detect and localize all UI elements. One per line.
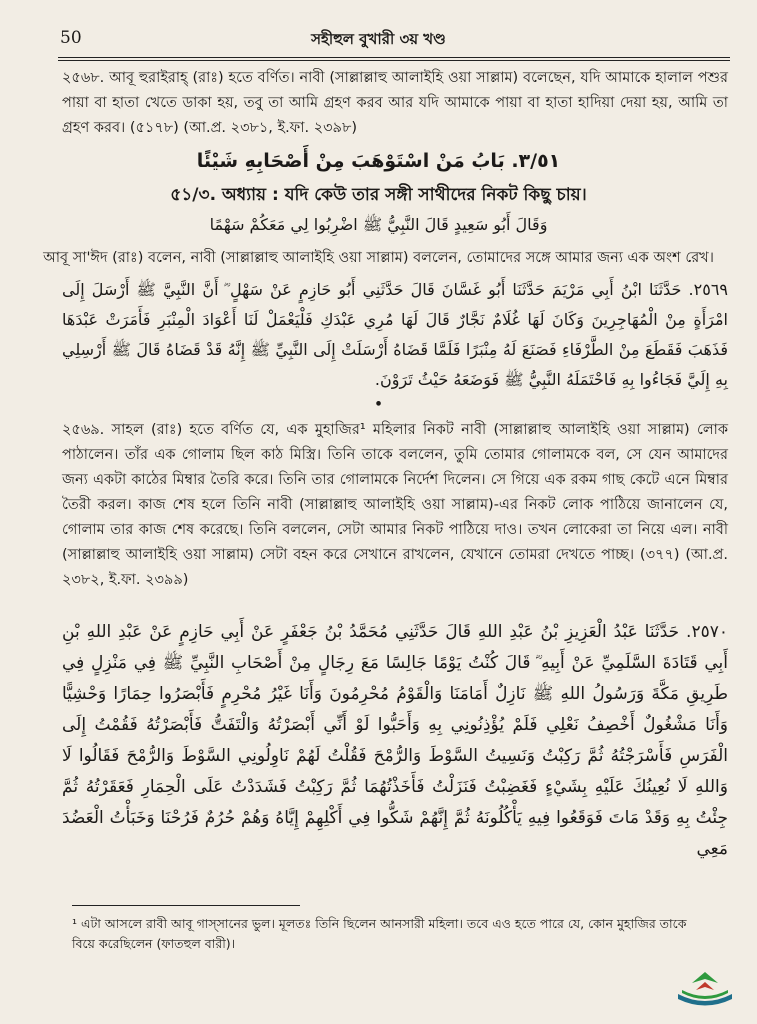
footnote: ¹ এটা আসলে রাবী আবূ গাস্সানের ভুল। মূলতঃ তিনি ছিলেন আনসারী মহিলা। তবে এও হতে পারে যে, কোন মুহাজির তাকে বিয়ে করেছিলেন (ফাতহুল বারী)। xyxy=(72,916,687,951)
hadith-2568-text: ২৫৬৮. আবূ হুরাইরাহ্ (রাঃ) হতে বর্ণিত। নাবী (সাল্লাল্লাহু আলাইহি ওয়া সাল্লাম) বলেছেন, যদি আমাকে হালাল পশুর পায়া বা হাতা খেতে ডাকা হয়, তবু তা আমি গ্রহণ করব আর যদি আমাকে পায়া বা হাতা হাদিয়া দেয়া হয়, আমি তা গ্রহণ করব। (৫১৭৮) (আ.প্র. ২৩৮১, ই.ফা. ২৩৯৮) xyxy=(62,70,728,136)
hadith-2569-arabic: ٢٥٦٩. حَدَّثَنَا ابْنُ أَبِي مَرْيَمَ حَدَّثَنَا أَبُو غَسَّانَ قَالَ حَدَّثَنِي أَبُو حَازِمٍ عَنْ سَهْلٍ ؓ أَنَّ النَّبِيَّ ﷺ أَرْسَلَ إِلَى امْرَأَةٍ مِنْ الْمُهَاجِرِينَ وَكَانَ لَهَا غُلَامٌ نَجَّارٌ قَالَ لَهَا مُرِي عَبْدَكِ فَلْيَعْمَلْ لَنَا أَعْوَادَ الْمِنْبَرِ فَأَمَرَتْ عَبْدَهَا فَذَهَبَ فَقَطَعَ مِنْ الطَّرْفَاءِ فَصَنَعَ لَهُ مِنْبَرًا فَلَمَّا قَضَاهُ أَرْسَلَتْ إِلَى النَّبِيِّ ﷺ إِنَّهُ قَدْ قَضَاهُ قَالَ ﷺ أَرْسِلِي بِهِ إِلَيَّ فَجَاءُوا بِهِ فَاحْتَمَلَهُ النَّبِيُّ ﷺ فَوَضَعَهُ حَيْثُ تَرَوْنَ. xyxy=(62,280,728,389)
running-header: সহীহুল বুখারী ৩য় খণ্ড xyxy=(311,30,446,48)
chapter-arabic-title: ٣/٥١. بَابُ مَنْ اسْتَوْهَبَ مِنْ أَصْحَابِهِ شَيْئًا xyxy=(196,150,561,172)
hadith-2569-bengali: ২৫৬৯. সাহল (রাঃ) হতে বর্ণিত যে, এক মুহাজির¹ মহিলার নিকট নাবী (সাল্লাল্লাহু আলাইহি ওয়া সাল্লাম) লোক পাঠালেন। তাঁর এক গোলাম ছিল কাঠ মিস্ত্রি। তিনি তাকে বললেন, তুমি তোমার গোলামকে বল, সে যেন আমাদের জন্য একটা কাঠের মিম্বার তৈরি করে। তিনি তার গোলামকে নির্দেশ দিলেন। সে গিয়ে এক রকম গাছ কেটে এনে মিম্বার তৈরী করল। কাজ শেষ হলে তিনি নাবী (সাল্লাল্লাহু আলাইহি ওয়া সাল্লাম)-এর নিকট লোক পাঠিয়ে জানালেন যে, গোলাম তার কাজ শেষ করেছে। তিনি বললেন, সেটা আমার নিকট পাঠিয়ে দাও। তখন লোকেরা তা নিয়ে এল। নাবী (সাল্লাল্লাহু আলাইহি ওয়া সাল্লাম) সেটা বহন করে সেখানে রাখলেন, যেখানে তোমরা দেখতে পাচ্ছ। (৩৭৭) (আ.প্র. ২৩৮২, ই.ফা. ২৩৯৯) xyxy=(62,422,728,588)
page-number: 50 xyxy=(60,28,82,48)
chapter-arabic-quote: وَقَالَ أَبُو سَعِيدٍ قَالَ النَّبِيُّ ﷺ اضْرِبُوا لِي مَعَكُمْ سَهْمًا xyxy=(209,215,548,234)
section-marker: • xyxy=(374,397,383,412)
header-rule-thin xyxy=(58,60,730,61)
chapter-bengali-title: ৫১/৩. অধ্যায় : যদি কেউ তার সঙ্গী সাথীদের নিকট কিছু চায়। xyxy=(170,185,587,205)
publisher-logo-icon xyxy=(674,968,736,1012)
hadith-2570-arabic: ٢٥٧٠. حَدَّثَنَا عَبْدُ الْعَزِيزِ بْنُ عَبْدِ اللهِ قَالَ حَدَّثَنِي مُحَمَّدُ بْنُ جَعْفَرٍ عَنْ أَبِي حَازِمٍ عَنْ عَبْدِ اللهِ بْنِ أَبِي قَتَادَةَ السَّلَمِيِّ عَنْ أَبِيهِ ؓ قَالَ كُنْتُ يَوْمًا جَالِسًا مَعَ رِجَالٍ مِنْ أَصْحَابِ النَّبِيِّ ﷺ فِي مَنْزِلٍ فِي طَرِيقِ مَكَّةَ وَرَسُولُ اللهِ ﷺ نَازِلٌ أَمَامَنَا وَالْقَوْمُ مُحْرِمُونَ وَأَنَا غَيْرُ مُحْرِمٍ فَأَبْصَرُوا حِمَارًا وَحْشِيًّا وَأَنَا مَشْغُولٌ أَخْصِفُ نَعْلِي فَلَمْ يُؤْذِنُونِي بِهِ وَأَحَبُّوا لَوْ أَنِّي أَبْصَرْتُهُ وَالْتَفَتُّ فَأَبْصَرْتُهُ فَقُمْتُ إِلَى الْفَرَسِ فَأَسْرَجْتُهُ ثُمَّ رَكِبْتُ وَنَسِيتُ السَّوْطَ وَالرُّمْحَ فَقُلْتُ لَهُمْ نَاوِلُونِي السَّوْطَ وَالرُّمْحَ فَقَالُوا لَا وَاللهِ لَا نُعِينُكَ عَلَيْهِ بِشَيْءٍ فَغَضِبْتُ فَنَزَلْتُ فَأَخَذْتُهُمَا ثُمَّ رَكِبْتُ فَشَدَدْتُ عَلَى الْحِمَارِ فَعَقَرْتُهُ ثُمَّ جِئْتُ بِهِ وَقَدْ مَاتَ فَوَقَعُوا فِيهِ يَأْكُلُونَهُ ثُمَّ إِنَّهُمْ شَكُّوا فِي أَكْلِهِمْ إِيَّاهُ وَهُمْ حُرُمٌ فَرُحْنَا وَخَبَأْتُ الْعَضُدَ مَعِي xyxy=(62,622,728,859)
header-rule xyxy=(58,57,730,58)
footnote-rule xyxy=(72,905,300,906)
chapter-bengali-quote: আবূ সা'ঈদ (রাঃ) বলেন, নাবী (সাল্লাল্লাহু আলাইহি ওয়া সাল্লাম) বললেন, তোমাদের সঙ্গে আমার জন্য এক অংশ রেখ। xyxy=(43,250,714,266)
